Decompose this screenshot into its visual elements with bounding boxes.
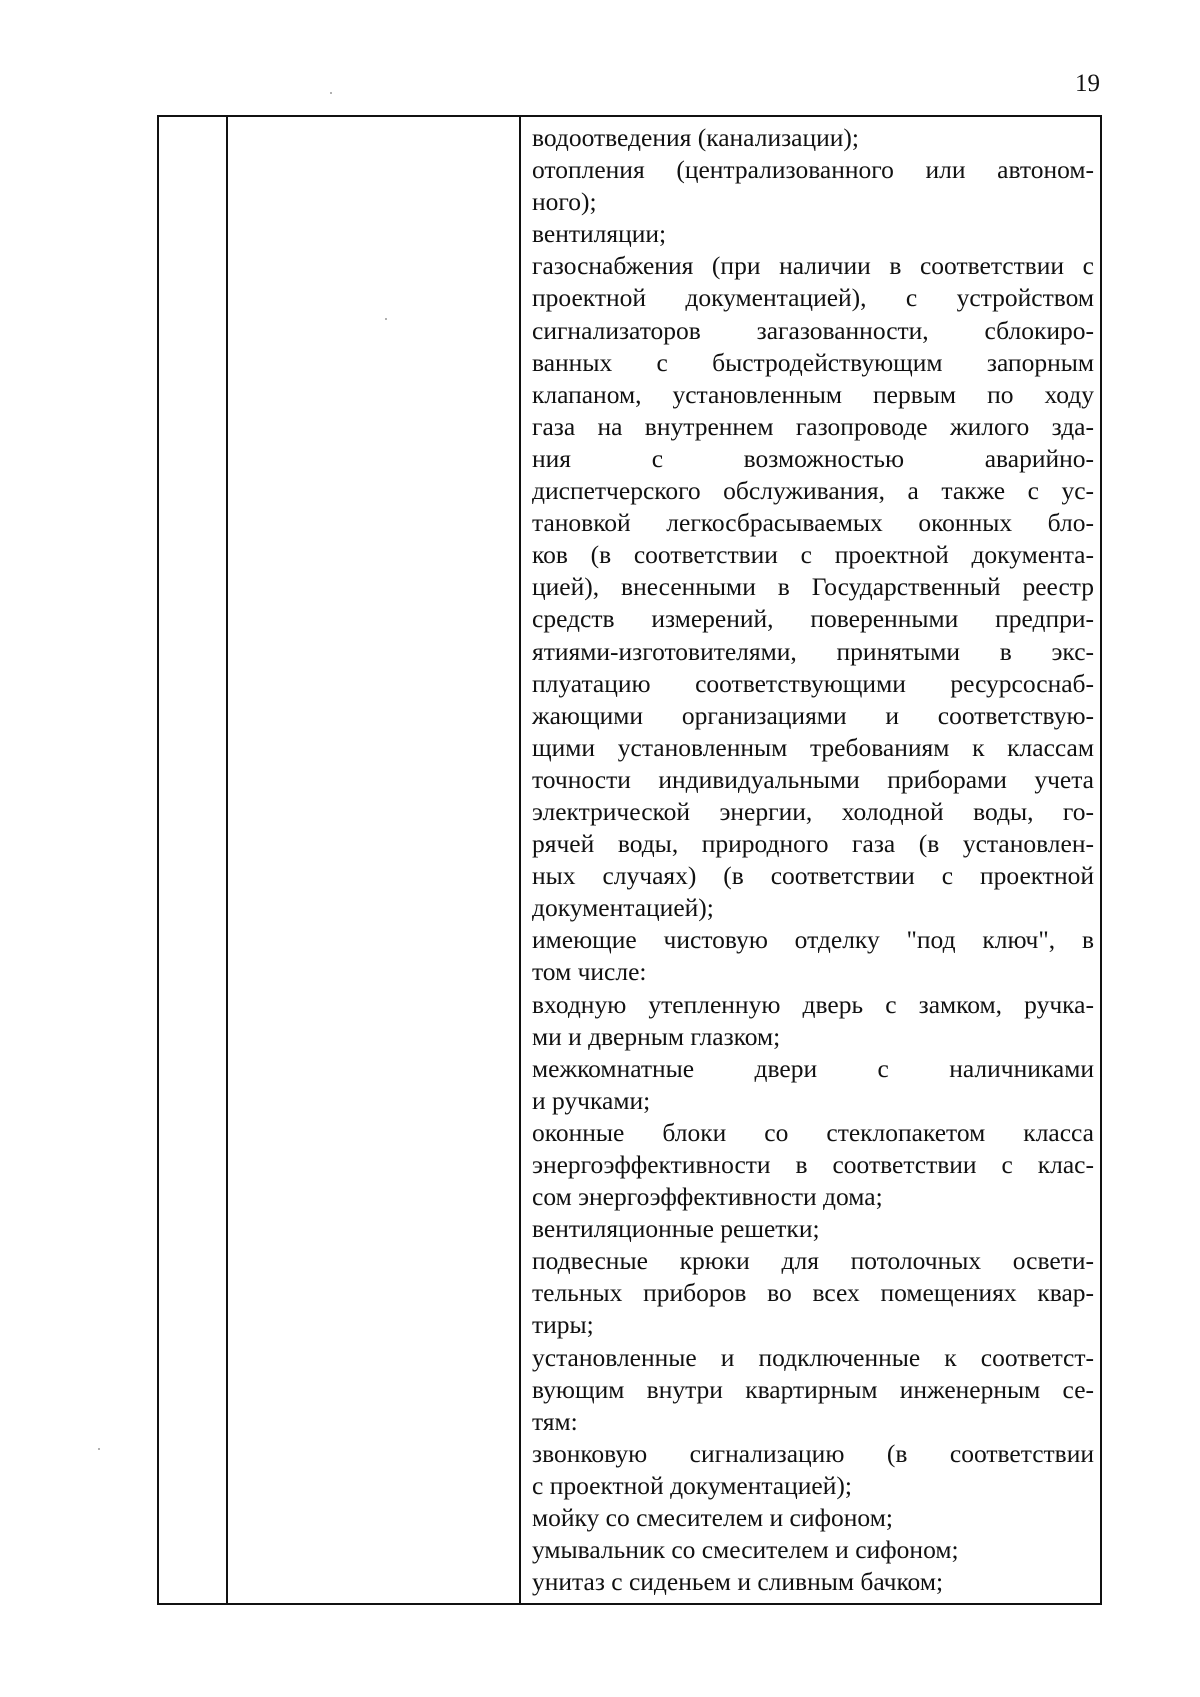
cell-line: сигнализаторов загазованности, сблокиро- [532,315,1094,345]
cell-line: рячей воды, природного газа (в установлен- [532,829,1094,859]
cell-line: водоотведения (канализации); [532,123,860,152]
cell-line: вентиляционные решетки; [532,1214,820,1244]
cell-line: жающими организациями и соответствую- [532,700,1094,730]
cell-line: с проектной документацией); [532,1470,852,1500]
cell-line: вующим внутри квартирным инженерным се- [532,1374,1094,1404]
cell-line: ков (в соответствии с проектной документа- [532,540,1094,570]
cell-line: газоснабжения (при наличии в соответствии с [532,251,1094,281]
cell-line: межкомнатные двери с наличниками [532,1053,1094,1083]
requirements-cell [532,122,1094,1598]
cell-line: щими установленным требованиям к классам [532,732,1094,762]
cell-line: тям: [532,1406,578,1436]
cell-line: точности индивидуальными приборами учета [532,764,1094,794]
cell-line: вентиляции; [532,219,667,249]
cell-line: установленные и подключенные к соответст- [532,1342,1094,1372]
cell-line: мойку со смесителем и сифоном; [532,1503,893,1533]
cell-line: энергоэффективности в соответствии с клас- [532,1150,1094,1179]
cell-line: отопления (централизованного или автоном- [532,155,1094,185]
cell-line: том числе: [532,957,647,987]
cell-line: газа на внутреннем газопроводе жилого зда- [532,411,1094,441]
cell-line: тиры; [532,1310,594,1340]
cell-line: проектной документацией), с устройством [532,283,1094,313]
cell-line: оконные блоки со стеклопакетом класса [532,1117,1094,1147]
content-table [157,115,1102,1605]
cell-line: электрической энергии, холодной воды, го- [532,796,1094,826]
cell-line: ванных с быстродействующим запорным [532,347,1094,377]
cell-line: унитаз с сиденьем и сливным бачком; [532,1567,944,1597]
cell-line: умывальник со смесителем и сифоном; [532,1535,959,1565]
cell-line: тановкой легкосбрасываемых оконных бло- [532,508,1094,538]
cell-line: сом энергоэффективности дома; [532,1182,883,1212]
cell-line: ми и дверным глазком; [532,1021,781,1051]
cell-line: ятиями-изготовителями, принятыми в экс- [532,636,1094,666]
scan-speck [98,1448,100,1450]
cell-line: диспетчерского обслуживания, а также с ус- [532,476,1094,506]
scan-speck [385,318,387,320]
cell-line: входную утепленную дверь с замком, ручка- [532,989,1094,1019]
cell-line: звонковую сигнализацию (в соответствии [532,1438,1094,1468]
page-number: 19 [1075,70,1100,97]
cell-line: и ручками; [532,1085,651,1115]
cell-line: средств измерений, поверенными предпри- [532,604,1094,634]
cell-line: тельных приборов во всех помещениях квар- [532,1278,1094,1308]
cell-line: ных случаях) (в соответствии с проектной [532,861,1094,891]
cell-line: подвесные крюки для потолочных освети- [532,1246,1094,1276]
scan-speck [330,92,332,94]
cell-line: документацией); [532,893,714,923]
column-divider-1 [226,117,228,1603]
cell-line: имеющие чистовую отделку "под ключ", в [532,925,1094,955]
cell-line: ния с возможностью аварийно- [532,443,1094,473]
cell-line: ного); [532,187,597,217]
cell-line: цией), внесенными в Государственный реестр [532,572,1094,602]
column-divider-2 [519,117,521,1603]
cell-line: плуатацию соответствующими ресурсоснаб- [532,668,1094,698]
cell-line: клапаном, установленным первым по ходу [532,379,1094,409]
